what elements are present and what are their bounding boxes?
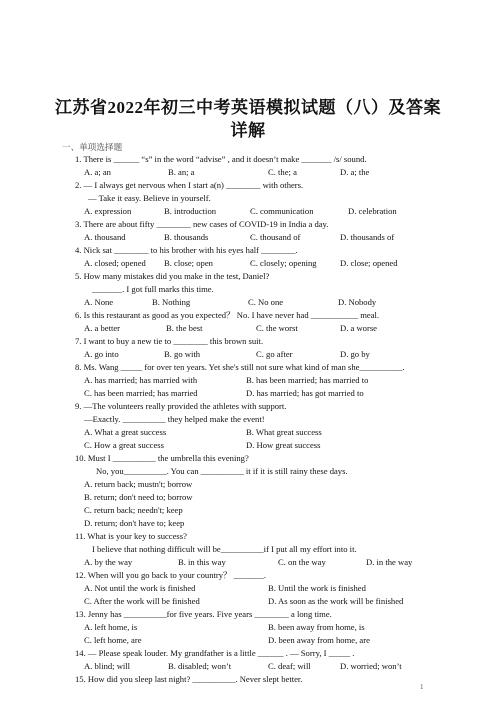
- option-d: D. As soon as the work will be finished: [268, 596, 404, 606]
- option-c: C. has been married; has married: [84, 388, 198, 398]
- option-a: A. return back; mustn't; borrow: [84, 479, 193, 489]
- question-5: 5. How many mistakes did you make in the test, Daniel?: [75, 271, 270, 281]
- option-d: D. thousands of: [340, 232, 395, 242]
- question-4: 4. Nick sat ________ to his brother with his eyes half ________.: [75, 245, 298, 255]
- question-1: 1. There is ______ “s” in the word “advise” , and it doesn’t make _______ /s/ sound.: [75, 154, 367, 164]
- option-a: A. a better: [84, 323, 121, 333]
- option-d: D. celebration: [348, 206, 397, 216]
- section-heading: 一、单项选择题: [62, 142, 123, 152]
- option-c: C. How a great success: [84, 440, 164, 450]
- question-12: 12. When will you go back to your country？ _______.: [75, 570, 267, 580]
- option-d: D. go by: [340, 349, 370, 359]
- option-c: C. deaf; will: [268, 661, 311, 671]
- option-b: B. Nothing: [152, 297, 191, 307]
- option-a: A. expression: [84, 206, 132, 216]
- option-c: C. the worst: [256, 323, 298, 333]
- option-d: D. a; the: [340, 167, 370, 177]
- option-b: B. in this way: [178, 557, 226, 567]
- question-8: 8. Ms. Wang _____ for over ten years. Yet she's still not sure what kind of man she__________.: [75, 362, 405, 372]
- option-c: C. left home, are: [84, 635, 142, 645]
- page-title-continued: 详解: [230, 121, 266, 140]
- option-a: A. Not until the work is finished: [84, 583, 196, 593]
- question-14: 14. — Please speak louder. My grandfather is a little ______ . — Sorry, I _____ .: [75, 648, 355, 658]
- option-a: A. go into: [84, 349, 119, 359]
- option-b: B. return; don't need to; borrow: [84, 492, 193, 502]
- option-b: B. the best: [166, 323, 203, 333]
- option-a: A. None: [84, 297, 114, 307]
- option-b: B. introduction: [164, 206, 217, 216]
- question-9: 9. —The volunteers really provided the athletes with support.: [75, 401, 287, 411]
- option-c: C. closely; opening: [250, 258, 317, 268]
- question-9-reply: —Exactly. __________ they helped make the event!: [84, 414, 265, 424]
- option-b: B. What great success: [246, 427, 322, 437]
- option-d: D. worried; won’t: [340, 661, 402, 671]
- option-d: D. has married; has got married to: [246, 388, 364, 398]
- question-7: 7. I want to buy a new tie to ________ this brown suit.: [75, 336, 264, 346]
- option-d: D. a worse: [340, 323, 377, 333]
- option-b: B. an; a: [168, 167, 195, 177]
- option-c: C. return back; needn't; keep: [84, 505, 183, 515]
- option-c: C. go after: [256, 349, 293, 359]
- option-c: C. communication: [250, 206, 314, 216]
- question-6: 6. Is this restaurant as good as you expected？ No. I have never had ___________ meal.: [75, 310, 380, 320]
- question-13: 13. Jenny has __________for five years. Five years ________ a long time.: [75, 609, 332, 619]
- option-b: B. disabled; won’t: [168, 661, 232, 671]
- option-a: A. blind; will: [84, 661, 131, 671]
- option-a: A. by the way: [84, 557, 133, 567]
- option-b: B. close; open: [164, 258, 213, 268]
- option-b: B. Until the work is finished: [268, 583, 366, 593]
- option-a: A. What a great success: [84, 427, 167, 437]
- option-a: A. left home, is: [84, 622, 138, 632]
- question-10-reply: No, you__________. You can __________ it if it is still rainy these days.: [96, 466, 348, 476]
- page-title: 江苏省2022年初三中考英语模拟试题（八）及答案: [55, 98, 441, 117]
- option-d: D. How great success: [246, 440, 321, 450]
- option-a: A. thousand: [84, 232, 126, 242]
- option-b: B. has been married; has married to: [246, 375, 369, 385]
- option-c: C. After the work will be finished: [84, 596, 200, 606]
- option-a: A. a; an: [84, 167, 111, 177]
- option-c: C. No one: [248, 297, 284, 307]
- option-a: A. has married; has married with: [84, 375, 198, 385]
- option-d: D. been away from home, are: [268, 635, 370, 645]
- question-11: 11. What is your key to success?: [75, 531, 187, 541]
- option-c: C. on the way: [278, 557, 326, 567]
- question-5-reply: _______. I got full marks this time.: [92, 284, 214, 294]
- option-b: B. thousands: [164, 232, 209, 242]
- option-d: D. in the way: [366, 557, 413, 567]
- question-2: 2. — I always get nervous when I start a(n) ________ with others.: [75, 180, 304, 190]
- option-d: D. Nobody: [338, 297, 377, 307]
- option-b: B. go with: [164, 349, 201, 359]
- option-c: C. the; a: [268, 167, 297, 177]
- question-2-reply: — Take it easy. Believe in yourself.: [88, 193, 211, 203]
- question-11-reply: I believe that nothing difficult will be__________if I put all my effort into it.: [92, 544, 357, 554]
- option-d: D. return; don't have to; keep: [84, 518, 185, 528]
- option-b: B. been away from home, is: [268, 622, 365, 632]
- option-c: C. thousand of: [250, 232, 301, 242]
- page-number: 1: [420, 683, 424, 691]
- option-a: A. closed; opened: [84, 258, 146, 268]
- question-15: 15. How did you sleep last night? __________. Never slept better.: [75, 674, 303, 684]
- option-d: D. close; opened: [340, 258, 398, 268]
- question-10: 10. Must I __________ the umbrella this evening?: [75, 453, 249, 463]
- question-3: 3. There are about fifty ________ new cases of COVID-19 in India a day.: [75, 219, 329, 229]
